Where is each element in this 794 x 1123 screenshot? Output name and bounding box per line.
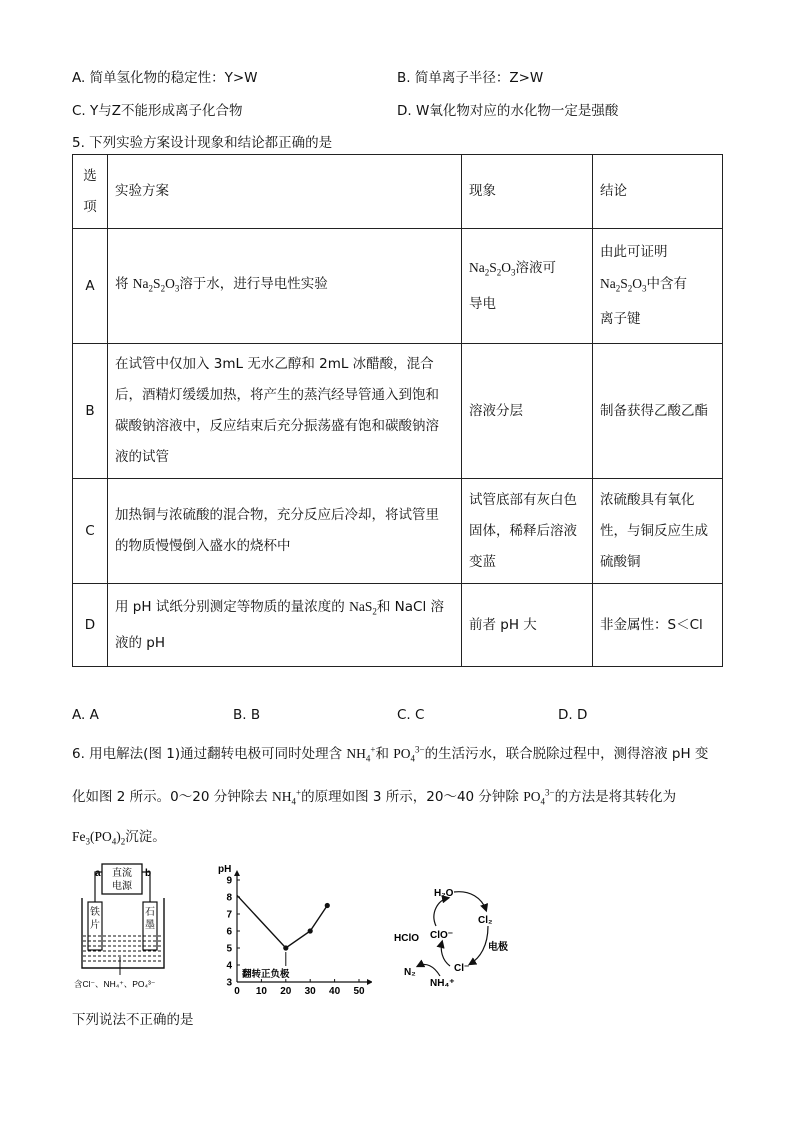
plan-line: 后，酒精灯缓缓加热，将产生的蒸汽经导管通入到饱和 (115, 387, 439, 403)
x-tick-label: 10 (255, 986, 267, 997)
row-label: A (73, 229, 108, 344)
q6-text: 的方法是将其转化为 (554, 789, 677, 805)
x-tick-label: 50 (353, 986, 365, 997)
formula-nh4: $NH_4^+$ (346, 744, 376, 764)
row-plan (108, 344, 462, 479)
q6-text: 的原理如图 3 所示，20～40 分钟除 (301, 789, 524, 805)
iron-label-2: 片 (90, 920, 100, 931)
q4-option-d: D. W氧化物对应的水化物一定是强酸 (397, 103, 619, 119)
y-tick-label: 4 (226, 960, 232, 972)
row-observation: 溶液分层 (462, 344, 593, 479)
y-tick-label: 5 (226, 943, 232, 955)
q6-question: 下列说法不正确的是 (72, 1012, 194, 1028)
graphite-label-2: 墨 (145, 920, 155, 931)
q4-option-c: C. Y与Z不能形成离子化合物 (72, 103, 243, 119)
obs-line: 变蓝 (469, 553, 496, 570)
q6-text: 化如图 2 所示。0～20 分钟除去 (72, 789, 273, 805)
label-electrode: 电极 (488, 942, 508, 953)
conc-text: 中含有 (646, 275, 688, 292)
plan-line: 在试管中仅加入 3mL 无水乙醇和 2mL 冰醋酸，混合 (115, 356, 434, 372)
obs-text: 溶液可 (515, 260, 557, 277)
row-conclusion (593, 229, 723, 344)
arrow-clo-to-h2o (434, 898, 448, 926)
q6-text: 的生活污水，联合脱除过程中，测得溶液 pH 变 (424, 746, 709, 762)
obs-line: 导电 (469, 295, 496, 312)
chart-marks (237, 895, 330, 966)
obs-line: 试管底部有灰白色 (469, 491, 577, 508)
row-label: B (73, 344, 108, 479)
x-tick-label: 30 (304, 986, 316, 997)
obs-line (469, 252, 585, 289)
label-hclo: HClO (394, 933, 419, 944)
q6-stem-line3 (72, 825, 166, 847)
row-label: C (73, 479, 108, 584)
graphite-label-1: 石 (145, 907, 155, 918)
header-option-line1: 选 (83, 167, 97, 184)
x-tick-label: 0 (234, 986, 240, 997)
header-option-line2: 项 (83, 198, 97, 215)
q5-option-b: B. B (233, 707, 261, 723)
q5-option-c: C. C (397, 707, 425, 723)
q5-stem: 5. 下列实验方案设计现象和结论都正确的是 (72, 135, 333, 151)
plan-line: 碳酸钠溶液中，反应结束后充分振荡盛有饱和碳酸钠溶 (115, 418, 439, 434)
row-observation (462, 229, 593, 344)
figure-2-ph-chart (212, 862, 372, 997)
q6-text: 和 (375, 746, 394, 762)
terminal-b: b (145, 868, 152, 879)
plan-line (115, 591, 454, 628)
q6-text: 6. 用电解法(图 1)通过翻转电极可同时处理含 (72, 746, 347, 762)
formula-fe3po42: $Fe_3(PO_4)_2$ (72, 829, 126, 847)
q6-text: 沉淀。 (125, 829, 166, 845)
q6-stem-line2 (72, 785, 676, 807)
x-tick-label: 40 (329, 986, 341, 997)
header-observation: 现象 (462, 155, 593, 229)
y-tick-label: 9 (226, 875, 232, 887)
figure-3-cycle (390, 878, 520, 993)
table-row (73, 229, 723, 344)
y-tick-label: 6 (226, 926, 232, 938)
plan-text: 溶于水，进行导电性实验 (179, 275, 328, 292)
label-nh4: NH₄⁺ (430, 978, 455, 989)
plan-text: 将 (115, 275, 133, 292)
plan-line: 加热铜与浓硫酸的混合物，充分反应后冷却，将试管里 (115, 507, 439, 523)
row-plan (108, 479, 462, 584)
data-point (325, 903, 330, 908)
q5-option-a: A. A (72, 707, 99, 723)
row-conclusion: 制备获得乙酸乙酯 (593, 344, 723, 479)
header-conclusion: 结论 (593, 155, 723, 229)
q5-option-d: D. D (558, 707, 588, 723)
solution-caption: 含Cl⁻、NH₄⁺、PO₄³⁻ (74, 979, 156, 989)
data-point (283, 945, 288, 950)
label-cl2: Cl₂ (478, 915, 493, 926)
row-plan (108, 584, 462, 667)
x-tick-label: 20 (280, 986, 292, 997)
power-label-1: 直流 (112, 868, 132, 879)
header-option (73, 155, 108, 229)
header-plan: 实验方案 (108, 155, 462, 229)
plan-line: 液的试管 (115, 449, 169, 465)
label-h2o: H₂O (434, 888, 454, 899)
table-row (73, 344, 723, 479)
data-point (308, 928, 313, 933)
conc-line: 离子键 (600, 311, 641, 328)
formula-nh4: $NH_4^+$ (272, 787, 302, 807)
table-row (73, 584, 723, 667)
q6-stem-line1 (72, 742, 708, 764)
terminal-a: a (95, 868, 101, 879)
q5-table (72, 154, 723, 667)
row-label: D (73, 584, 108, 667)
row-conclusion (593, 479, 723, 584)
plan-text: 和 NaCl 溶 (376, 599, 444, 616)
formula-po4: $PO_4^{3-}$ (523, 787, 555, 807)
arrow-cl2-to-cl (470, 926, 488, 964)
table-header-row (73, 155, 723, 229)
power-label-2: 电源 (112, 881, 132, 892)
conc-line: 浓硫酸具有氧化 (600, 491, 695, 508)
arrow-cl-to-clo (441, 942, 450, 966)
y-axis-label: pH (218, 864, 232, 875)
formula-na2s2o3: $Na_2S_2O_3$ (132, 275, 180, 294)
plan-text: 用 pH 试纸分别测定等物质的量浓度的 (115, 599, 350, 616)
conc-line: 性，与铜反应生成 (600, 522, 708, 539)
arrow-nh4-to-n2 (418, 964, 440, 976)
conc-line: 硫酸铜 (600, 553, 641, 570)
plan-line: 的物质慢慢倒入盛水的烧杯中 (115, 538, 291, 554)
table-row (73, 479, 723, 584)
y-axis-arrow (234, 870, 240, 876)
figure-1-cell (70, 860, 170, 995)
arrow-to-cl2 (454, 892, 486, 910)
conc-line: 由此可证明 (600, 243, 668, 260)
label-cl: Cl⁻ (454, 963, 470, 974)
flip-annotation: 翻转正负极 (242, 969, 290, 980)
q4-option-a: A. 简单氢化物的稳定性：Y>W (72, 70, 258, 86)
y-tick-label: 8 (226, 892, 232, 904)
iron-label-1: 铁 (90, 907, 100, 918)
plan-line: 液的 pH (115, 634, 166, 651)
formula-na2s2o3: $Na_2S_2O_3$ (469, 260, 516, 278)
q4-option-b: B. 简单离子半径：Z>W (397, 70, 544, 86)
label-n2: N₂ (404, 967, 416, 978)
ph-line (237, 895, 327, 948)
x-axis-arrow (367, 979, 372, 985)
obs-line: 固体，稀释后溶液 (469, 522, 577, 539)
row-plan (108, 229, 462, 344)
chart-axes (234, 870, 372, 985)
label-clo: ClO⁻ (430, 930, 454, 941)
y-tick-label: 3 (226, 977, 232, 989)
row-observation (462, 479, 593, 584)
formula-na2s2o3: $Na_2S_2O_3$ (600, 275, 647, 294)
formula-po4: $PO_4^{3-}$ (393, 744, 425, 764)
row-observation: 前者 pH 大 (462, 584, 593, 667)
formula-nas2: NaS$_2$ (349, 599, 377, 617)
row-conclusion: 非金属性：S＜Cl (593, 584, 723, 667)
conc-line (600, 268, 715, 305)
y-tick-label: 7 (226, 909, 232, 921)
